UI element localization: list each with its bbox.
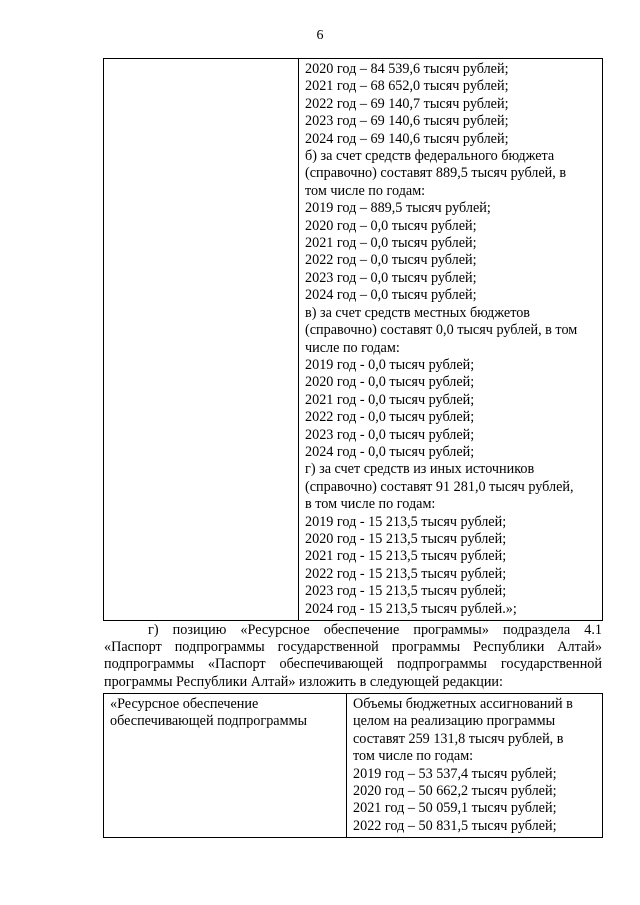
funding-line: 2021 год – 0,0 тысяч рублей;: [305, 235, 477, 252]
table-cell-label: [104, 694, 347, 838]
funding-line: 2020 год – 0,0 тысяч рублей;: [305, 217, 477, 234]
funding-line: 2024 год – 0,0 тысяч рублей;: [305, 287, 477, 304]
funding-line: 2019 год – 53 537,4 тысяч рублей;: [353, 765, 557, 782]
funding-line: 2023 год – 69 140,6 тысяч рублей;: [305, 113, 509, 130]
table-cell-funding-details: [347, 694, 603, 838]
funding-line: 2021 год - 15 213,5 тысяч рублей;: [305, 548, 507, 565]
funding-line: 2019 год - 15 213,5 тысяч рублей;: [305, 513, 507, 530]
funding-line: 2022 год - 0,0 тысяч рублей;: [305, 409, 475, 426]
label-line: «Ресурсное обеспечение: [110, 696, 259, 712]
funding-line: 2019 год – 889,5 тысяч рублей;: [305, 200, 491, 217]
table-row: [104, 59, 603, 621]
funding-line: в) за счет средств местных бюджетов: [305, 304, 530, 321]
table-row: [104, 694, 603, 838]
paragraph-line: программы Республики Алтай» изложить в следующей редакции:: [104, 673, 503, 690]
funding-line: 2022 год – 50 831,5 тысяч рублей;: [353, 817, 557, 834]
funding-line: 2022 год - 15 213,5 тысяч рублей;: [305, 565, 507, 582]
funding-lines: [305, 61, 602, 618]
funding-line: целом на реализацию программы: [353, 713, 556, 730]
funding-line: б) за счет средств федерального бюджета: [305, 148, 555, 165]
funding-line: 2024 год - 0,0 тысяч рублей;: [305, 443, 475, 460]
page-number: 6: [316, 28, 324, 43]
funding-line: том числе по годам:: [353, 748, 474, 765]
funding-line: (справочно) составят 889,5 тысяч рублей, в: [305, 165, 567, 182]
funding-line: (справочно) составят 91 281,0 тысяч рублей,: [305, 478, 574, 495]
amendment-paragraph: [104, 622, 602, 691]
funding-line: г) за счет средств из иных источников: [305, 461, 535, 478]
funding-line: составят 259 131,8 тысяч рублей, в: [353, 730, 564, 747]
funding-line: 2020 год – 84 539,6 тысяч рублей;: [305, 61, 509, 77]
funding-line: Объемы бюджетных ассигнований в: [353, 696, 573, 712]
funding-line: 2023 год – 0,0 тысяч рублей;: [305, 269, 477, 286]
funding-line: числе по годам:: [305, 339, 400, 356]
resource-table-new: [103, 693, 603, 838]
paragraph-line: «Паспорт подпрограммы государственной программы Республики Алтай»: [104, 639, 602, 656]
funding-line: 2020 год – 50 662,2 тысяч рублей;: [353, 783, 557, 800]
paragraph-line: подпрограммы «Паспорт обеспечивающей подпрограммы государственной: [104, 656, 602, 673]
funding-line: 2021 год – 68 652,0 тысяч рублей;: [305, 78, 509, 95]
funding-line: 2024 год – 69 140,6 тысяч рублей;: [305, 130, 509, 147]
label-line: обеспечивающей подпрограммы: [110, 713, 308, 730]
funding-line: 2021 год - 0,0 тысяч рублей;: [305, 391, 475, 408]
funding-line: 2020 год - 15 213,5 тысяч рублей;: [305, 530, 507, 547]
funding-line: 2023 год - 0,0 тысяч рублей;: [305, 426, 475, 443]
funding-line: 2022 год – 69 140,7 тысяч рублей;: [305, 95, 509, 112]
funding-line: 2019 год - 0,0 тысяч рублей;: [305, 356, 475, 373]
funding-line: 2024 год - 15 213,5 тысяч рублей.»;: [305, 600, 517, 617]
resource-table-continued: [103, 58, 603, 621]
table-cell-funding-details: [299, 59, 603, 621]
funding-line: 2021 год – 50 059,1 тысяч рублей;: [353, 800, 557, 817]
funding-line: в том числе по годам:: [305, 496, 436, 513]
label-lines: [110, 696, 342, 731]
funding-line: (справочно) составят 0,0 тысяч рублей, в том: [305, 322, 578, 339]
funding-line: 2020 год - 0,0 тысяч рублей;: [305, 374, 475, 391]
funding-lines: [353, 696, 602, 835]
table-cell-label-empty: [104, 59, 299, 621]
funding-line: 2023 год - 15 213,5 тысяч рублей;: [305, 583, 507, 600]
funding-line: том числе по годам:: [305, 182, 426, 199]
funding-line: 2022 год – 0,0 тысяч рублей;: [305, 252, 477, 269]
paragraph-line: г) позицию «Ресурсное обеспечение программы» подраздела 4.1: [148, 622, 602, 638]
